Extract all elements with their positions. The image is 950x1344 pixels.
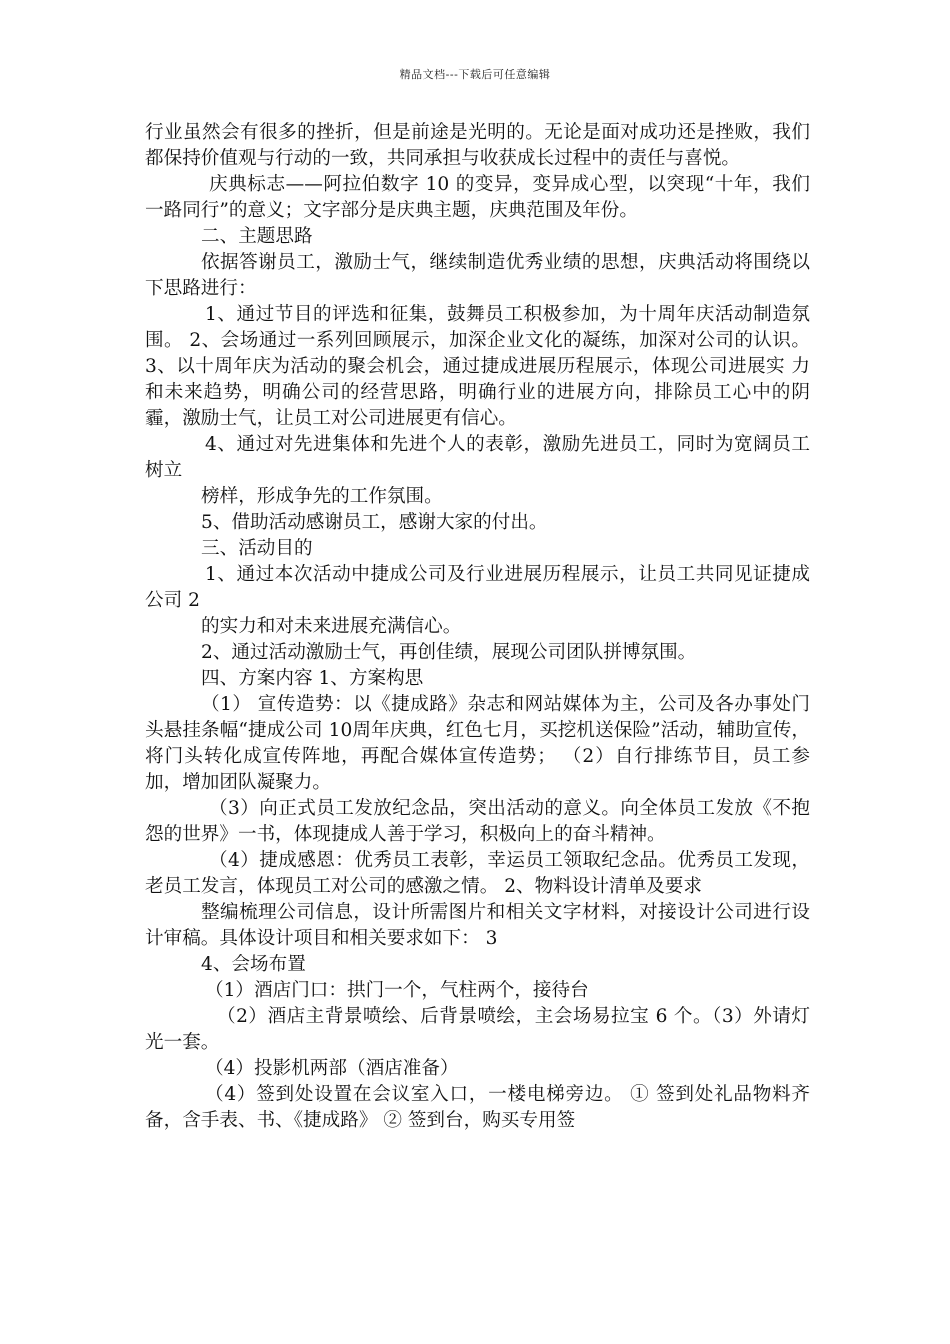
paragraph-16: （1）酒店门口：拱门一个，气柱两个，接待台 bbox=[205, 980, 589, 1001]
section-heading-2: 二、主题思路 bbox=[201, 226, 313, 247]
paragraph-10: 2、通过活动激励士气，再创佳绩，展现公司团队拼博氛围。 bbox=[201, 642, 697, 663]
paragraph-14: 整编梳理公司信息，设计所需图片和相关文字材料，对接设计公司进行设计审稿。具体设计项目和相关要求如下： 3 bbox=[145, 902, 810, 949]
section-heading-4: 四、方案内容 1、方案构思 bbox=[201, 668, 424, 689]
paragraph-18: （4）投影机两部（酒店准备） bbox=[205, 1058, 459, 1079]
paragraph-9: 的实力和对未来进展充满信心。 bbox=[201, 616, 462, 637]
paragraph-17: （2）酒店主背景喷绘、后背景喷绘，主会场易拉宝 6 个。（3）外请灯光一套。 bbox=[145, 1006, 810, 1053]
paragraph-8: 1、通过本次活动中捷成公司及行业进展历程展示，让员工共同见证捷成公司 2 bbox=[145, 564, 810, 611]
paragraph-11: （1） 宣传造势：以《捷成路》杂志和网站媒体为主，公司及各办事处门头悬挂条幅“捷成公司 10周年庆典，红色七月，买挖机送保险”活动，辅助宣传，将门头转化成宣传阵地，再配合媒体宣传造势； （2）自行排练节目，员工参加，增加团队凝聚力。 bbox=[145, 694, 810, 793]
paragraph-2: 庆典标志——阿拉伯数字 10 的变异，变异成心型，以突现“十年，我们一路同行”的意义；文字部分是庆典主题，庆典范围及年份。 bbox=[145, 174, 810, 221]
paragraph-1: 行业虽然会有很多的挫折，但是前途是光明的。无论是面对成功还是挫败，我们都保持价值观与行动的一致，共同承担与收获成长过程中的责任与喜悦。 bbox=[145, 122, 810, 169]
paragraph-13: （4）捷成感恩：优秀员工表彰，幸运员工领取纪念品。优秀员工发现，老员工发言，体现员工对公司的感激之情。 2、物料设计清单及要求 bbox=[145, 850, 810, 897]
paragraph-6: 榜样，形成争先的工作氛围。 bbox=[201, 486, 443, 507]
document-body bbox=[145, 120, 810, 1134]
paragraph-3: 依据答谢员工，激励士气，继续制造优秀业绩的思想，庆典活动将围绕以下思路进行： bbox=[145, 252, 810, 299]
paragraph-5: 4、通过对先进集体和先进个人的表彰，激励先进员工，同时为宽阔员工树立 bbox=[145, 434, 810, 481]
page-header: 精品文档---下载后可任意编辑 bbox=[399, 68, 551, 81]
paragraph-12: （3）向正式员工发放纪念品，突出活动的意义。向全体员工发放《不抱怨的世界》一书，体现捷成人善于学习，积极向上的奋斗精神。 bbox=[145, 798, 810, 845]
paragraph-4: 1、通过节目的评选和征集，鼓舞员工积极参加，为十周年庆活动制造氛围。 2、会场通过一系列回顾展示，加深企业文化的凝练，加深对公司的认识。 3、以十周年庆为活动的聚会机会，通过捷成进展历程展示，体现公司进展实 力和未来趋势，明确公司的经营思路，明确行业的进展方向，排除员工心中的阴霾，激励士气，让员工对公司进展更有信心。 bbox=[145, 304, 810, 429]
paragraph-7: 5、借助活动感谢员工，感谢大家的付出。 bbox=[201, 512, 548, 533]
paragraph-15: 4、会场布置 bbox=[201, 954, 306, 975]
paragraph-19: （4）签到处设置在会议室入口，一楼电梯旁边。 ① 签到处礼品物料齐备，含手表、书、《捷成路》 ② 签到台，购买专用签 bbox=[145, 1084, 810, 1131]
section-heading-3: 三、活动目的 bbox=[201, 538, 313, 559]
